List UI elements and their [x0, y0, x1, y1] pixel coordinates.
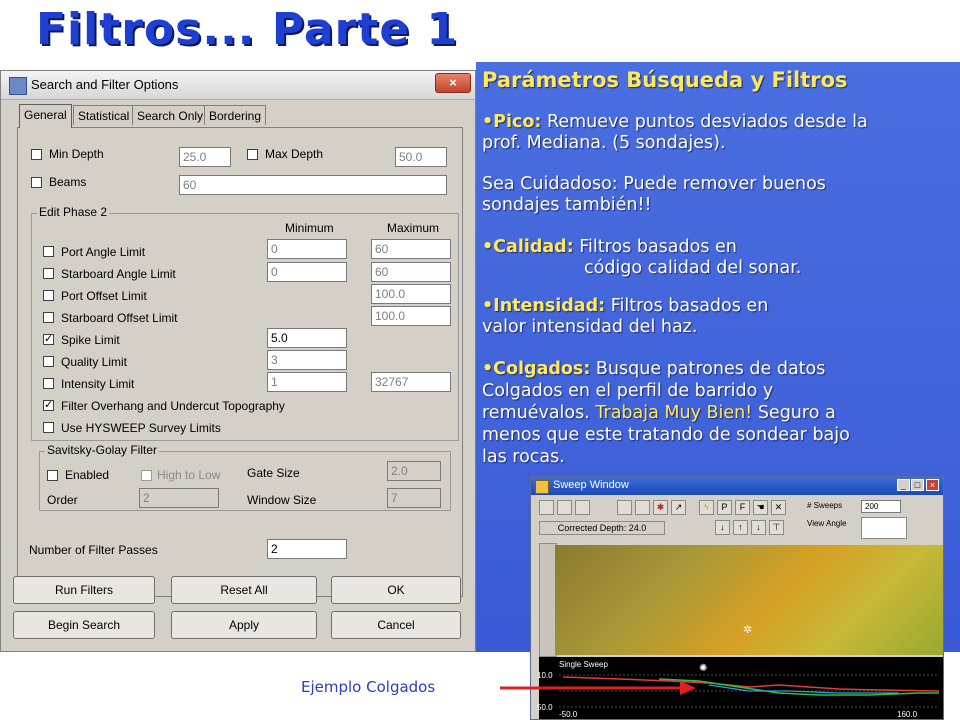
profile-y-top: 10.0 [537, 671, 553, 680]
overhang-checkbox[interactable]: ✓ [44, 399, 54, 411]
toolbar-icon-5[interactable] [635, 500, 650, 515]
ok-button[interactable]: OK [331, 576, 461, 604]
search-filter-dialog [0, 70, 476, 652]
beams-label: Beams [49, 175, 87, 189]
intensidad-text-b: valor intensidad del haz. [482, 317, 698, 337]
starboard-offset-label: Starboard Offset Limit [61, 311, 178, 325]
max-depth-checkbox[interactable] [247, 149, 258, 160]
calidad-paragraph [482, 237, 958, 279]
panel-heading: Parámetros Búsqueda y Filtros [482, 68, 848, 92]
port-offset-label: Port Offset Limit [61, 289, 147, 303]
calidad-text-b: código calidad del sonar. [584, 258, 802, 278]
beams-checkbox[interactable] [31, 177, 42, 188]
arrow-down-icon[interactable]: ↓ [715, 520, 730, 535]
cuidado-text-a: Sea Cuidadoso: Puede remover buenos [482, 174, 826, 194]
cancel-button[interactable]: Cancel [331, 611, 461, 639]
arrow-top-icon[interactable]: ⊤ [769, 520, 784, 535]
quality-limit-label: Quality Limit [61, 355, 128, 369]
pico-paragraph [482, 112, 958, 154]
lightning-icon[interactable]: ϟ [699, 500, 714, 515]
apply-button[interactable]: Apply [171, 611, 317, 639]
hysweep-label: Use HYSWEEP Survey Limits [61, 421, 221, 435]
toolbar-icon-1[interactable] [539, 500, 554, 515]
spike-limit-min-field[interactable]: 5.0 [267, 328, 347, 348]
pointer-arrow-icon [498, 678, 698, 698]
pico-text-a: Remueve puntos desviados desde la [541, 112, 868, 132]
gate-size-label: Gate Size [247, 466, 300, 480]
order-label: Order [47, 493, 78, 507]
intensity-limit-min-field[interactable]: 1 [267, 372, 347, 392]
sg-high-to-low-checkbox[interactable] [141, 470, 152, 481]
intensidad-paragraph [482, 296, 958, 338]
maximum-header: Maximum [387, 221, 440, 235]
quality-limit-min-field[interactable]: 3 [267, 350, 347, 370]
colgados-text-f: las rocas. [482, 447, 565, 467]
close-button[interactable]: × [435, 73, 471, 93]
port-angle-label: Port Angle Limit [61, 245, 146, 259]
colgados-text-b: Colgados en el perfil de barrido y [482, 381, 774, 401]
pico-label: •Pico: [482, 112, 542, 132]
sg-enabled-label: Enabled [65, 468, 110, 482]
colgados-paragraph [482, 358, 958, 468]
cuidado-text-b: sondajes también!! [482, 195, 652, 215]
sweep-titlebar[interactable] [531, 477, 943, 495]
order-field[interactable]: 2 [139, 488, 219, 508]
tab-bordering[interactable]: Bordering [204, 105, 266, 125]
beams-field[interactable]: 60 [179, 175, 447, 195]
filter-passes-field[interactable]: 2 [267, 539, 347, 559]
toolbar-icon-3[interactable] [575, 500, 590, 515]
port-angle-min-field[interactable]: 0 [267, 239, 347, 259]
filter-passes-label: Number of Filter Passes [29, 543, 158, 557]
flag-icon[interactable]: P [717, 500, 732, 515]
cursor-marker-icon: ✲ [743, 624, 753, 636]
run-filters-button[interactable]: Run Filters [13, 576, 155, 604]
sweeps-label: # Sweeps [807, 501, 843, 510]
port-offset-checkbox[interactable] [43, 290, 54, 301]
colgados-highlight: Trabaja Muy Bien! [595, 403, 753, 423]
slide-title: Filtros... Parte 1 [36, 4, 459, 55]
intensidad-text-a: Filtros basados en [605, 296, 769, 316]
single-sweep-label: Single Sweep [559, 660, 608, 669]
starboard-angle-checkbox[interactable] [43, 268, 54, 279]
min-depth-label: Min Depth [49, 147, 104, 161]
overhang-label: Filter Overhang and Undercut Topography [61, 399, 285, 413]
intensity-limit-label: Intensity Limit [61, 377, 135, 391]
tab-statistical[interactable]: Statistical [73, 105, 134, 125]
hand-icon[interactable]: ☚ [753, 500, 768, 515]
arrow-down-icon-2[interactable]: ↓ [751, 520, 766, 535]
flag-icon-2[interactable]: F [735, 500, 750, 515]
sweeps-field[interactable]: 200 [861, 500, 901, 513]
toolbar-icon-2[interactable] [557, 500, 572, 515]
port-angle-checkbox[interactable] [43, 246, 54, 257]
colgados-text-a: Busque patrones de datos [590, 359, 826, 379]
minimum-header: Minimum [285, 221, 334, 235]
colgados-text-d: Seguro a [752, 403, 836, 423]
starboard-offset-checkbox[interactable] [43, 312, 54, 323]
overhang-marker-icon: ✺ [699, 663, 708, 674]
savitsky-golay-label: Savitsky-Golay Filter [47, 443, 158, 457]
pico-text-b: prof. Mediana. (5 sondajes). [482, 133, 726, 153]
profile-x-left: -50.0 [559, 710, 578, 719]
spike-limit-checkbox[interactable]: ✓ [44, 333, 54, 345]
calidad-text-a: Filtros basados en [573, 237, 737, 257]
profile-y-bottom: 50.0 [537, 703, 553, 712]
max-depth-field[interactable]: 50.0 [395, 147, 447, 167]
corrected-depth-readout: Corrected Depth: 24.0 [539, 521, 665, 535]
reset-all-button[interactable]: Reset All [171, 576, 317, 604]
app-icon [9, 77, 27, 95]
sg-enabled-checkbox[interactable] [47, 470, 58, 481]
port-offset-max-field[interactable]: 100.0 [371, 284, 451, 304]
sweep-title: Sweep Window [553, 479, 629, 491]
intensity-limit-max-field[interactable]: 32767 [371, 372, 451, 392]
sweep-app-icon [535, 480, 549, 494]
cuidado-paragraph [482, 174, 958, 216]
view-angle-slider[interactable] [861, 517, 907, 539]
min-depth-field[interactable]: 25.0 [179, 147, 231, 167]
window-size-field[interactable]: 7 [387, 488, 441, 508]
intensity-limit-checkbox[interactable] [43, 378, 54, 389]
min-depth-checkbox[interactable] [31, 149, 42, 160]
toolbar-icon-6[interactable]: ✱ [653, 500, 668, 515]
dialog-title: Search and Filter Options [31, 77, 179, 92]
window-size-label: Window Size [247, 493, 317, 507]
starboard-offset-max-field[interactable]: 100.0 [371, 306, 451, 326]
max-depth-label: Max Depth [265, 147, 324, 161]
sg-high-to-low-label: High to Low [157, 468, 221, 482]
minimize-icon[interactable]: _ [897, 479, 910, 491]
hysweep-checkbox[interactable] [43, 422, 54, 433]
profile-x-right: 160.0 [897, 710, 918, 719]
starboard-angle-label: Starboard Angle Limit [61, 267, 176, 281]
quality-limit-checkbox[interactable] [43, 356, 54, 367]
begin-search-button[interactable]: Begin Search [13, 611, 155, 639]
starboard-angle-min-field[interactable]: 0 [267, 262, 347, 282]
calidad-label: •Calidad: [482, 237, 574, 257]
gate-size-field[interactable]: 2.0 [387, 461, 441, 481]
example-label: Ejemplo Colgados [301, 678, 436, 696]
dialog-titlebar[interactable] [1, 71, 475, 100]
sweep-close-icon[interactable]: × [926, 479, 939, 491]
expand-icon[interactable]: ✕ [771, 500, 786, 515]
colgados-label: •Colgados: [482, 359, 591, 379]
view-angle-label: View Angle [807, 519, 847, 528]
edit-phase-group-label: Edit Phase 2 [39, 205, 108, 219]
port-angle-max-field[interactable]: 60 [371, 239, 451, 259]
toolbar-icon-4[interactable] [617, 500, 632, 515]
colgados-text-e: menos que este tratando de sondear bajo [482, 425, 850, 445]
intensidad-label: •Intensidad: [482, 296, 606, 316]
arrow-up-icon[interactable]: ↑ [733, 520, 748, 535]
tab-general[interactable]: General [19, 104, 72, 128]
maximize-icon[interactable]: □ [911, 479, 924, 491]
starboard-angle-max-field[interactable]: 60 [371, 262, 451, 282]
colgados-text-c: remuévalos. [482, 403, 596, 423]
spike-limit-label: Spike Limit [61, 333, 120, 347]
tab-search-only[interactable]: Search Only [132, 105, 208, 125]
seafloor-3d-view [555, 545, 943, 655]
toolbar-icon-7[interactable]: ↗ [671, 500, 686, 515]
